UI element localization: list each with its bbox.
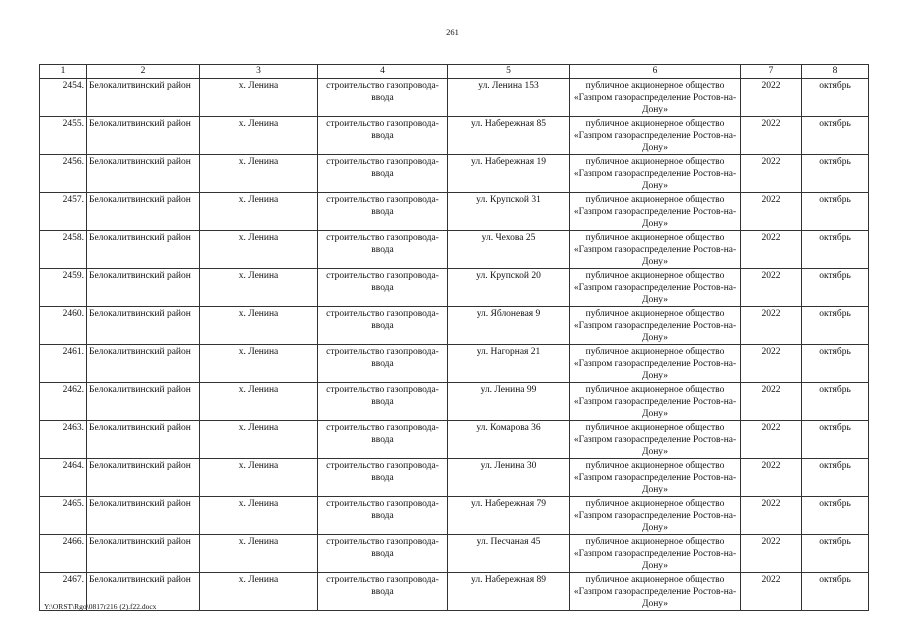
table-row [40,535,869,573]
year-cell: 2022 [741,421,802,459]
table-row [40,497,869,535]
work-type-cell: строительство газопровода-ввода [318,117,448,155]
month-cell: октябрь [802,345,869,383]
address-cell: ул. Ленина 99 [448,383,570,421]
locality-cell: х. Ленина [200,79,318,117]
table-row [40,345,869,383]
work-type-cell: строительство газопровода-ввода [318,573,448,611]
month-cell: октябрь [802,573,869,611]
organization-cell: публичное акционерное общество «Газпром газораспределение Ростов-на-Дону» [570,307,741,345]
row-number: 2454. [40,79,87,117]
address-cell: ул. Крупской 20 [448,269,570,307]
locality-cell: х. Ленина [200,307,318,345]
year-cell: 2022 [741,345,802,383]
year-cell: 2022 [741,79,802,117]
footer-file-path: Y:\ORST\Rgo\0817r216 (2).f22.docx [44,602,157,611]
table-row [40,231,869,269]
month-cell: октябрь [802,155,869,193]
organization-cell: публичное акционерное общество «Газпром газораспределение Ростов-на-Дону» [570,117,741,155]
locality-cell: х. Ленина [200,269,318,307]
table-row [40,193,869,231]
organization-cell: публичное акционерное общество «Газпром газораспределение Ростов-на-Дону» [570,383,741,421]
work-type-cell: строительство газопровода-ввода [318,269,448,307]
organization-cell: публичное акционерное общество «Газпром газораспределение Ростов-на-Дону» [570,193,741,231]
organization-cell: публичное акционерное общество «Газпром газораспределение Ростов-на-Дону» [570,231,741,269]
month-cell: октябрь [802,497,869,535]
table-row [40,421,869,459]
district-cell: Белокалитвинский район [87,345,200,383]
locality-cell: х. Ленина [200,155,318,193]
work-type-cell: строительство газопровода-ввода [318,231,448,269]
work-type-cell: строительство газопровода-ввода [318,421,448,459]
district-cell: Белокалитвинский район [87,535,200,573]
row-number: 2460. [40,307,87,345]
address-cell: ул. Набережная 85 [448,117,570,155]
district-cell: Белокалитвинский район [87,269,200,307]
month-cell: октябрь [802,383,869,421]
address-cell: ул. Комарова 36 [448,421,570,459]
district-cell: Белокалитвинский район [87,231,200,269]
address-cell: ул. Нагорная 21 [448,345,570,383]
district-cell: Белокалитвинский район [87,307,200,345]
locality-cell: х. Ленина [200,421,318,459]
row-number: 2456. [40,155,87,193]
column-header-1: 1 [40,65,87,79]
work-type-cell: строительство газопровода-ввода [318,345,448,383]
locality-cell: х. Ленина [200,231,318,269]
table-row [40,573,869,611]
locality-cell: х. Ленина [200,193,318,231]
column-header-5: 5 [448,65,570,79]
month-cell: октябрь [802,79,869,117]
work-type-cell: строительство газопровода-ввода [318,155,448,193]
document-table [39,64,869,611]
work-type-cell: строительство газопровода-ввода [318,535,448,573]
month-cell: октябрь [802,421,869,459]
year-cell: 2022 [741,497,802,535]
work-type-cell: строительство газопровода-ввода [318,459,448,497]
month-cell: октябрь [802,269,869,307]
column-header-6: 6 [570,65,741,79]
year-cell: 2022 [741,459,802,497]
table-row [40,117,869,155]
year-cell: 2022 [741,155,802,193]
year-cell: 2022 [741,383,802,421]
month-cell: октябрь [802,193,869,231]
organization-cell: публичное акционерное общество «Газпром газораспределение Ростов-на-Дону» [570,497,741,535]
address-cell: ул. Песчаная 45 [448,535,570,573]
district-cell: Белокалитвинский район [87,497,200,535]
year-cell: 2022 [741,307,802,345]
district-cell: Белокалитвинский район [87,79,200,117]
year-cell: 2022 [741,535,802,573]
table-row [40,383,869,421]
row-number: 2458. [40,231,87,269]
organization-cell: публичное акционерное общество «Газпром газораспределение Ростов-на-Дону» [570,535,741,573]
address-cell: ул. Яблоневая 9 [448,307,570,345]
header-row [40,65,869,79]
address-cell: ул. Набережная 19 [448,155,570,193]
row-number: 2467. [40,573,87,611]
locality-cell: х. Ленина [200,383,318,421]
column-header-8: 8 [802,65,869,79]
row-number: 2459. [40,269,87,307]
column-header-3: 3 [200,65,318,79]
organization-cell: публичное акционерное общество «Газпром газораспределение Ростов-на-Дону» [570,155,741,193]
work-type-cell: строительство газопровода-ввода [318,383,448,421]
work-type-cell: строительство газопровода-ввода [318,193,448,231]
row-number: 2461. [40,345,87,383]
district-cell: Белокалитвинский район [87,383,200,421]
locality-cell: х. Ленина [200,535,318,573]
address-cell: ул. Набережная 89 [448,573,570,611]
district-cell: Белокалитвинский район [87,155,200,193]
row-number: 2455. [40,117,87,155]
address-cell: ул. Набережная 79 [448,497,570,535]
year-cell: 2022 [741,573,802,611]
locality-cell: х. Ленина [200,117,318,155]
work-type-cell: строительство газопровода-ввода [318,79,448,117]
organization-cell: публичное акционерное общество «Газпром газораспределение Ростов-на-Дону» [570,345,741,383]
row-number: 2465. [40,497,87,535]
table-row [40,269,869,307]
row-number: 2462. [40,383,87,421]
row-number: 2457. [40,193,87,231]
locality-cell: х. Ленина [200,345,318,383]
month-cell: октябрь [802,535,869,573]
row-number: 2464. [40,459,87,497]
column-header-2: 2 [87,65,200,79]
district-cell: Белокалитвинский район [87,117,200,155]
table-row [40,307,869,345]
table-row [40,459,869,497]
table-body [40,79,869,611]
table-row [40,79,869,117]
work-type-cell: строительство газопровода-ввода [318,307,448,345]
locality-cell: х. Ленина [200,573,318,611]
month-cell: октябрь [802,231,869,269]
locality-cell: х. Ленина [200,459,318,497]
row-number: 2463. [40,421,87,459]
district-cell: Белокалитвинский район [87,459,200,497]
address-cell: ул. Ленина 153 [448,79,570,117]
organization-cell: публичное акционерное общество «Газпром газораспределение Ростов-на-Дону» [570,79,741,117]
organization-cell: публичное акционерное общество «Газпром газораспределение Ростов-на-Дону» [570,573,741,611]
district-cell: Белокалитвинский район [87,193,200,231]
district-cell: Белокалитвинский район [87,421,200,459]
organization-cell: публичное акционерное общество «Газпром газораспределение Ростов-на-Дону» [570,421,741,459]
table-row [40,155,869,193]
month-cell: октябрь [802,307,869,345]
year-cell: 2022 [741,117,802,155]
address-cell: ул. Чехова 25 [448,231,570,269]
district-cell: Белокалитвинский район [87,573,200,611]
address-cell: ул. Ленина 30 [448,459,570,497]
address-cell: ул. Крупской 31 [448,193,570,231]
page-number: 261 [446,27,459,37]
row-number: 2466. [40,535,87,573]
organization-cell: публичное акционерное общество «Газпром газораспределение Ростов-на-Дону» [570,459,741,497]
month-cell: октябрь [802,459,869,497]
year-cell: 2022 [741,269,802,307]
year-cell: 2022 [741,231,802,269]
organization-cell: публичное акционерное общество «Газпром газораспределение Ростов-на-Дону» [570,269,741,307]
year-cell: 2022 [741,193,802,231]
work-type-cell: строительство газопровода-ввода [318,497,448,535]
locality-cell: х. Ленина [200,497,318,535]
month-cell: октябрь [802,117,869,155]
column-header-4: 4 [318,65,448,79]
column-header-7: 7 [741,65,802,79]
